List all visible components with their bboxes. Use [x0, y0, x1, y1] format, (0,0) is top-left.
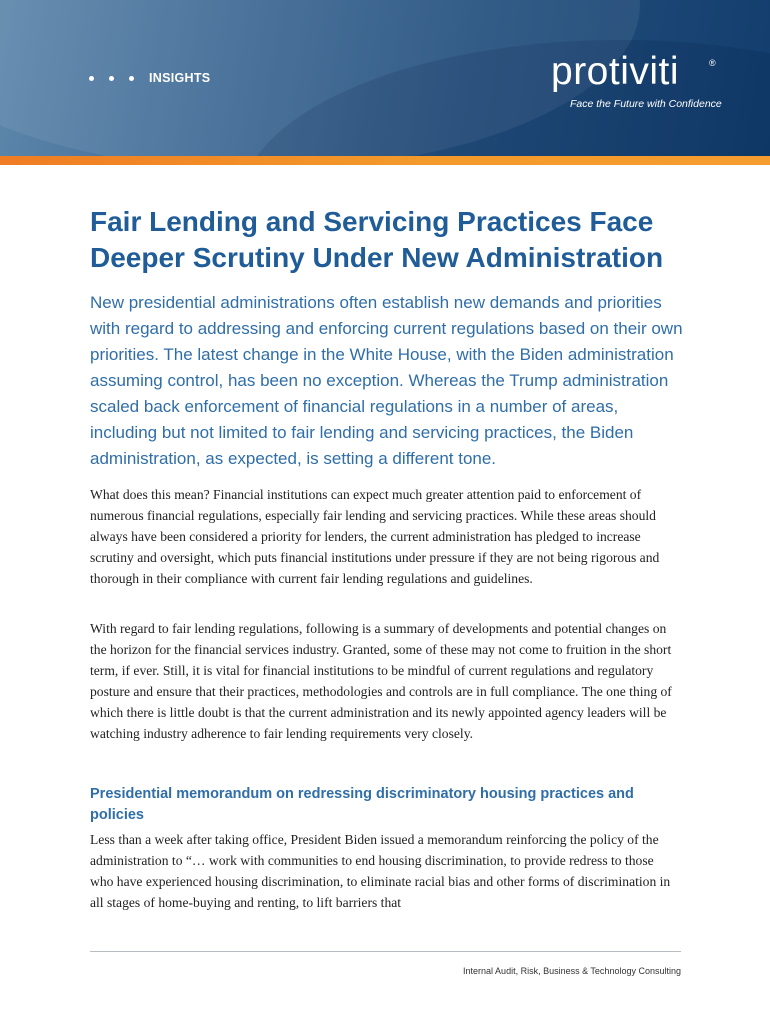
section-heading: Presidential memorandum on redressing discriminatory housing practices and policies: [90, 786, 634, 823]
body-paragraph: With regard to fair lending regulations, following is a summary of developments and potential changes on the horizon for the financial services industry. Granted, some of these may not come to fruition in the short term, if ever. Still, it is vital for financial institutions to be mindful of current regulations and regulatory posture and ensure that their practices, methodologies and controls are in full compliance. The one thing of which there is little doubt is that the current administration and its newly appointed agency leaders will be watching industry adherence to fair lending requirements very closely.: [90, 621, 672, 741]
registered-mark: ®: [709, 58, 716, 68]
footer-divider: [90, 951, 681, 952]
article-intro: New presidential administrations often establish new demands and priorities with regard to addressing and enforcing current regulations based on their own priorities. The latest change in the White House, with the Biden administration assuming control, has been no exception. Whereas the Trump administration scaled back enforcement of financial regulations in a number of areas, including but not limited to fair lending and servicing practices, the Biden administration, as expected, is setting a different tone.: [90, 293, 683, 468]
article-title: Fair Lending and Servicing Practices Face Deeper Scrutiny Under New Administration: [90, 206, 664, 273]
logo-wordmark: protiviti: [551, 50, 680, 93]
header-banner: [0, 0, 770, 158]
accent-strip: [0, 156, 770, 165]
body-paragraph: Less than a week after taking office, President Biden issued a memorandum reinforcing the policy of the administration to “… work with communities to end housing discrimination, to provide redress to those who have experienced housing discrimination, to eliminate racial bias and other forms of discrimination in all stages of home-buying and renting, to lift barriers that: [90, 832, 671, 910]
protiviti-logo: [551, 50, 731, 110]
section-label-text: INSIGHTS: [149, 71, 211, 85]
logo-tagline: Face the Future with Confidence: [570, 98, 722, 110]
bullet-dot-icon: [109, 76, 114, 81]
section-label: [89, 70, 210, 86]
body-paragraph: What does this mean? Financial institutions can expect much greater attention paid to enforcement of numerous financial regulations, especially fair lending and servicing practices. While these areas should always have been considered a priority for lenders, the current administration has pledged to increase scrutiny and oversight, which puts financial institutions under pressure if they are not being rigorous and thorough in their compliance with current fair lending regulations and guidelines.: [90, 487, 660, 586]
footer-text: Internal Audit, Risk, Business & Technology Consulting: [463, 966, 681, 976]
bullet-dot-icon: [129, 76, 134, 81]
bullet-dot-icon: [89, 76, 94, 81]
